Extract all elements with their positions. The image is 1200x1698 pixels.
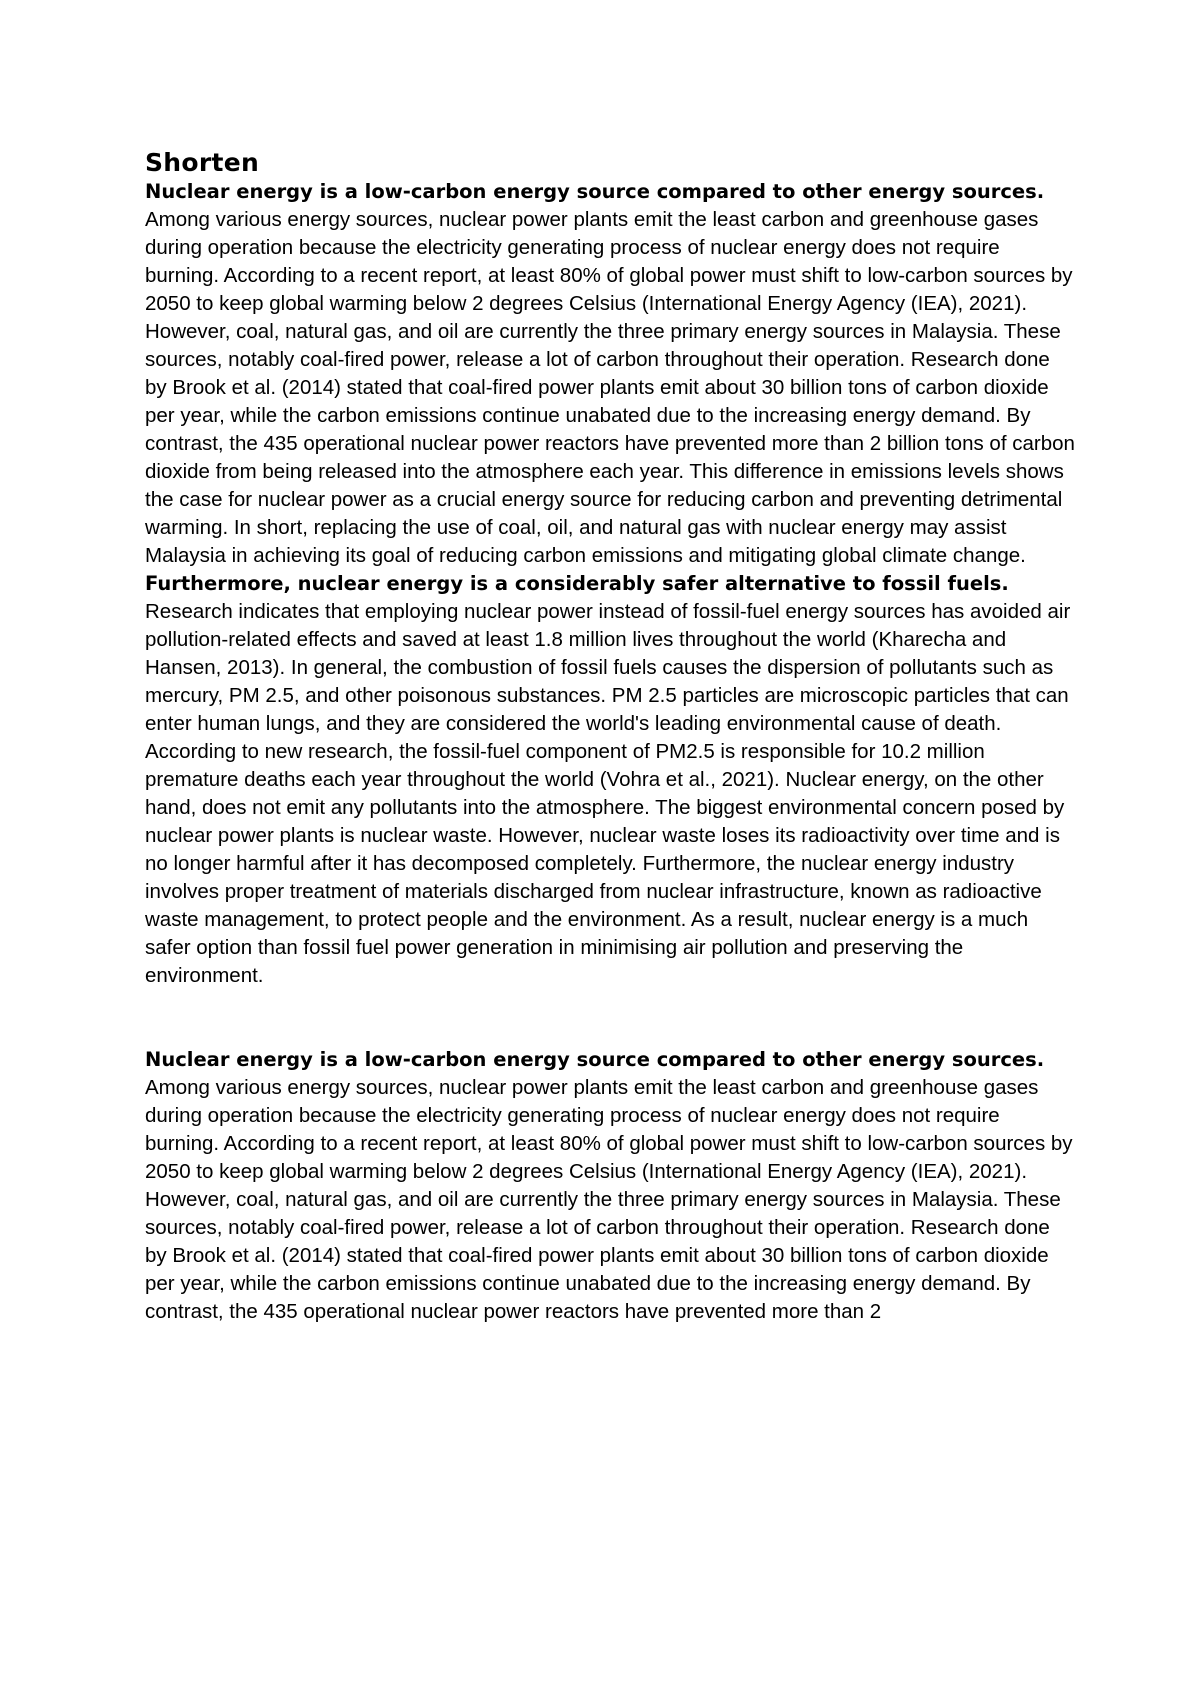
paragraph-lead: Nuclear energy is a low-carbon energy source compared to other energy sources. xyxy=(145,180,1045,203)
paragraph-body: Among various energy sources, nuclear power plants emit the least carbon and greenhouse gases during operation because the electricity generating process of nuclear energy does not require burning. According to a recent report, at least 80% of global power must shift to low-carbon sources by 2050 to keep global warming below 2 degrees Celsius (International Energy Agency (IEA), 2021). However, coal, natural gas, and oil are currently the three primary energy sources in Malaysia. These sources, notably coal-fired power, release a lot of carbon throughout their operation. Research done by Brook et al. (2014) stated that coal-fired power plants emit about 30 billion tons of carbon dioxide per year, while the carbon emissions continue unabated due to the increasing energy demand. By contrast, the 435 operational nuclear power reactors have prevented more than 2 billion tons of carbon dioxide from being released into the atmosphere each year. This difference in emissions levels shows the case for nuclear power as a crucial energy source for reducing carbon and preventing detrimental warming. In short, replacing the use of coal, oil, and natural gas with nuclear energy may assist Malaysia in achieving its goal of reducing carbon emissions and mitigating global climate change. xyxy=(145,208,1075,567)
paragraph-low-carbon xyxy=(145,178,1075,570)
document-title: Shorten xyxy=(145,148,260,177)
paragraph-lead: Nuclear energy is a low-carbon energy source compared to other energy sources. xyxy=(145,1048,1045,1071)
paragraph-body: Among various energy sources, nuclear power plants emit the least carbon and greenhouse gases during operation because the electricity generating process of nuclear energy does not require burning. According to a recent report, at least 80% of global power must shift to low-carbon sources by 2050 to keep global warming below 2 degrees Celsius (International Energy Agency (IEA), 2021). However, coal, natural gas, and oil are currently the three primary energy sources in Malaysia. These sources, notably coal-fired power, release a lot of carbon throughout their operation. Research done by Brook et al. (2014) stated that coal-fired power plants emit about 30 billion tons of carbon dioxide per year, while the carbon emissions continue unabated due to the increasing energy demand. By contrast, the 435 operational nuclear power reactors have prevented more than 2 xyxy=(145,1076,1073,1323)
paragraph-body: Research indicates that employing nuclear power instead of fossil-fuel energy sources has avoided air pollution-related effects and saved at least 1.8 million lives throughout the world (Kharecha and Hansen, 2013). In general, the combustion of fossil fuels causes the dispersion of pollutants such as mercury, PM 2.5, and other poisonous substances. PM 2.5 particles are microscopic particles that can enter human lungs, and they are considered the world's leading environmental cause of death. According to new research, the fossil-fuel component of PM2.5 is responsible for 10.2 million premature deaths each year throughout the world (Vohra et al., 2021). Nuclear energy, on the other hand, does not emit any pollutants into the atmosphere. The biggest environmental concern posed by nuclear power plants is nuclear waste. However, nuclear waste loses its radioactivity over time and is no longer harmful after it has decomposed completely. Furthermore, the nuclear energy industry involves proper treatment of materials discharged from nuclear infrastructure, known as radioactive waste management, to protect people and the environment. As a result, nuclear energy is a much safer option than fossil fuel power generation in minimising air pollution and preserving the environment. xyxy=(145,600,1071,987)
document-body xyxy=(145,148,1075,1326)
paragraph-lead: Furthermore, nuclear energy is a considerably safer alternative to fossil fuels. xyxy=(145,572,1009,595)
paragraph-spacer xyxy=(145,990,1075,1046)
paragraph-safer-alternative xyxy=(145,570,1075,990)
paragraph-low-carbon-repeat xyxy=(145,1046,1075,1326)
